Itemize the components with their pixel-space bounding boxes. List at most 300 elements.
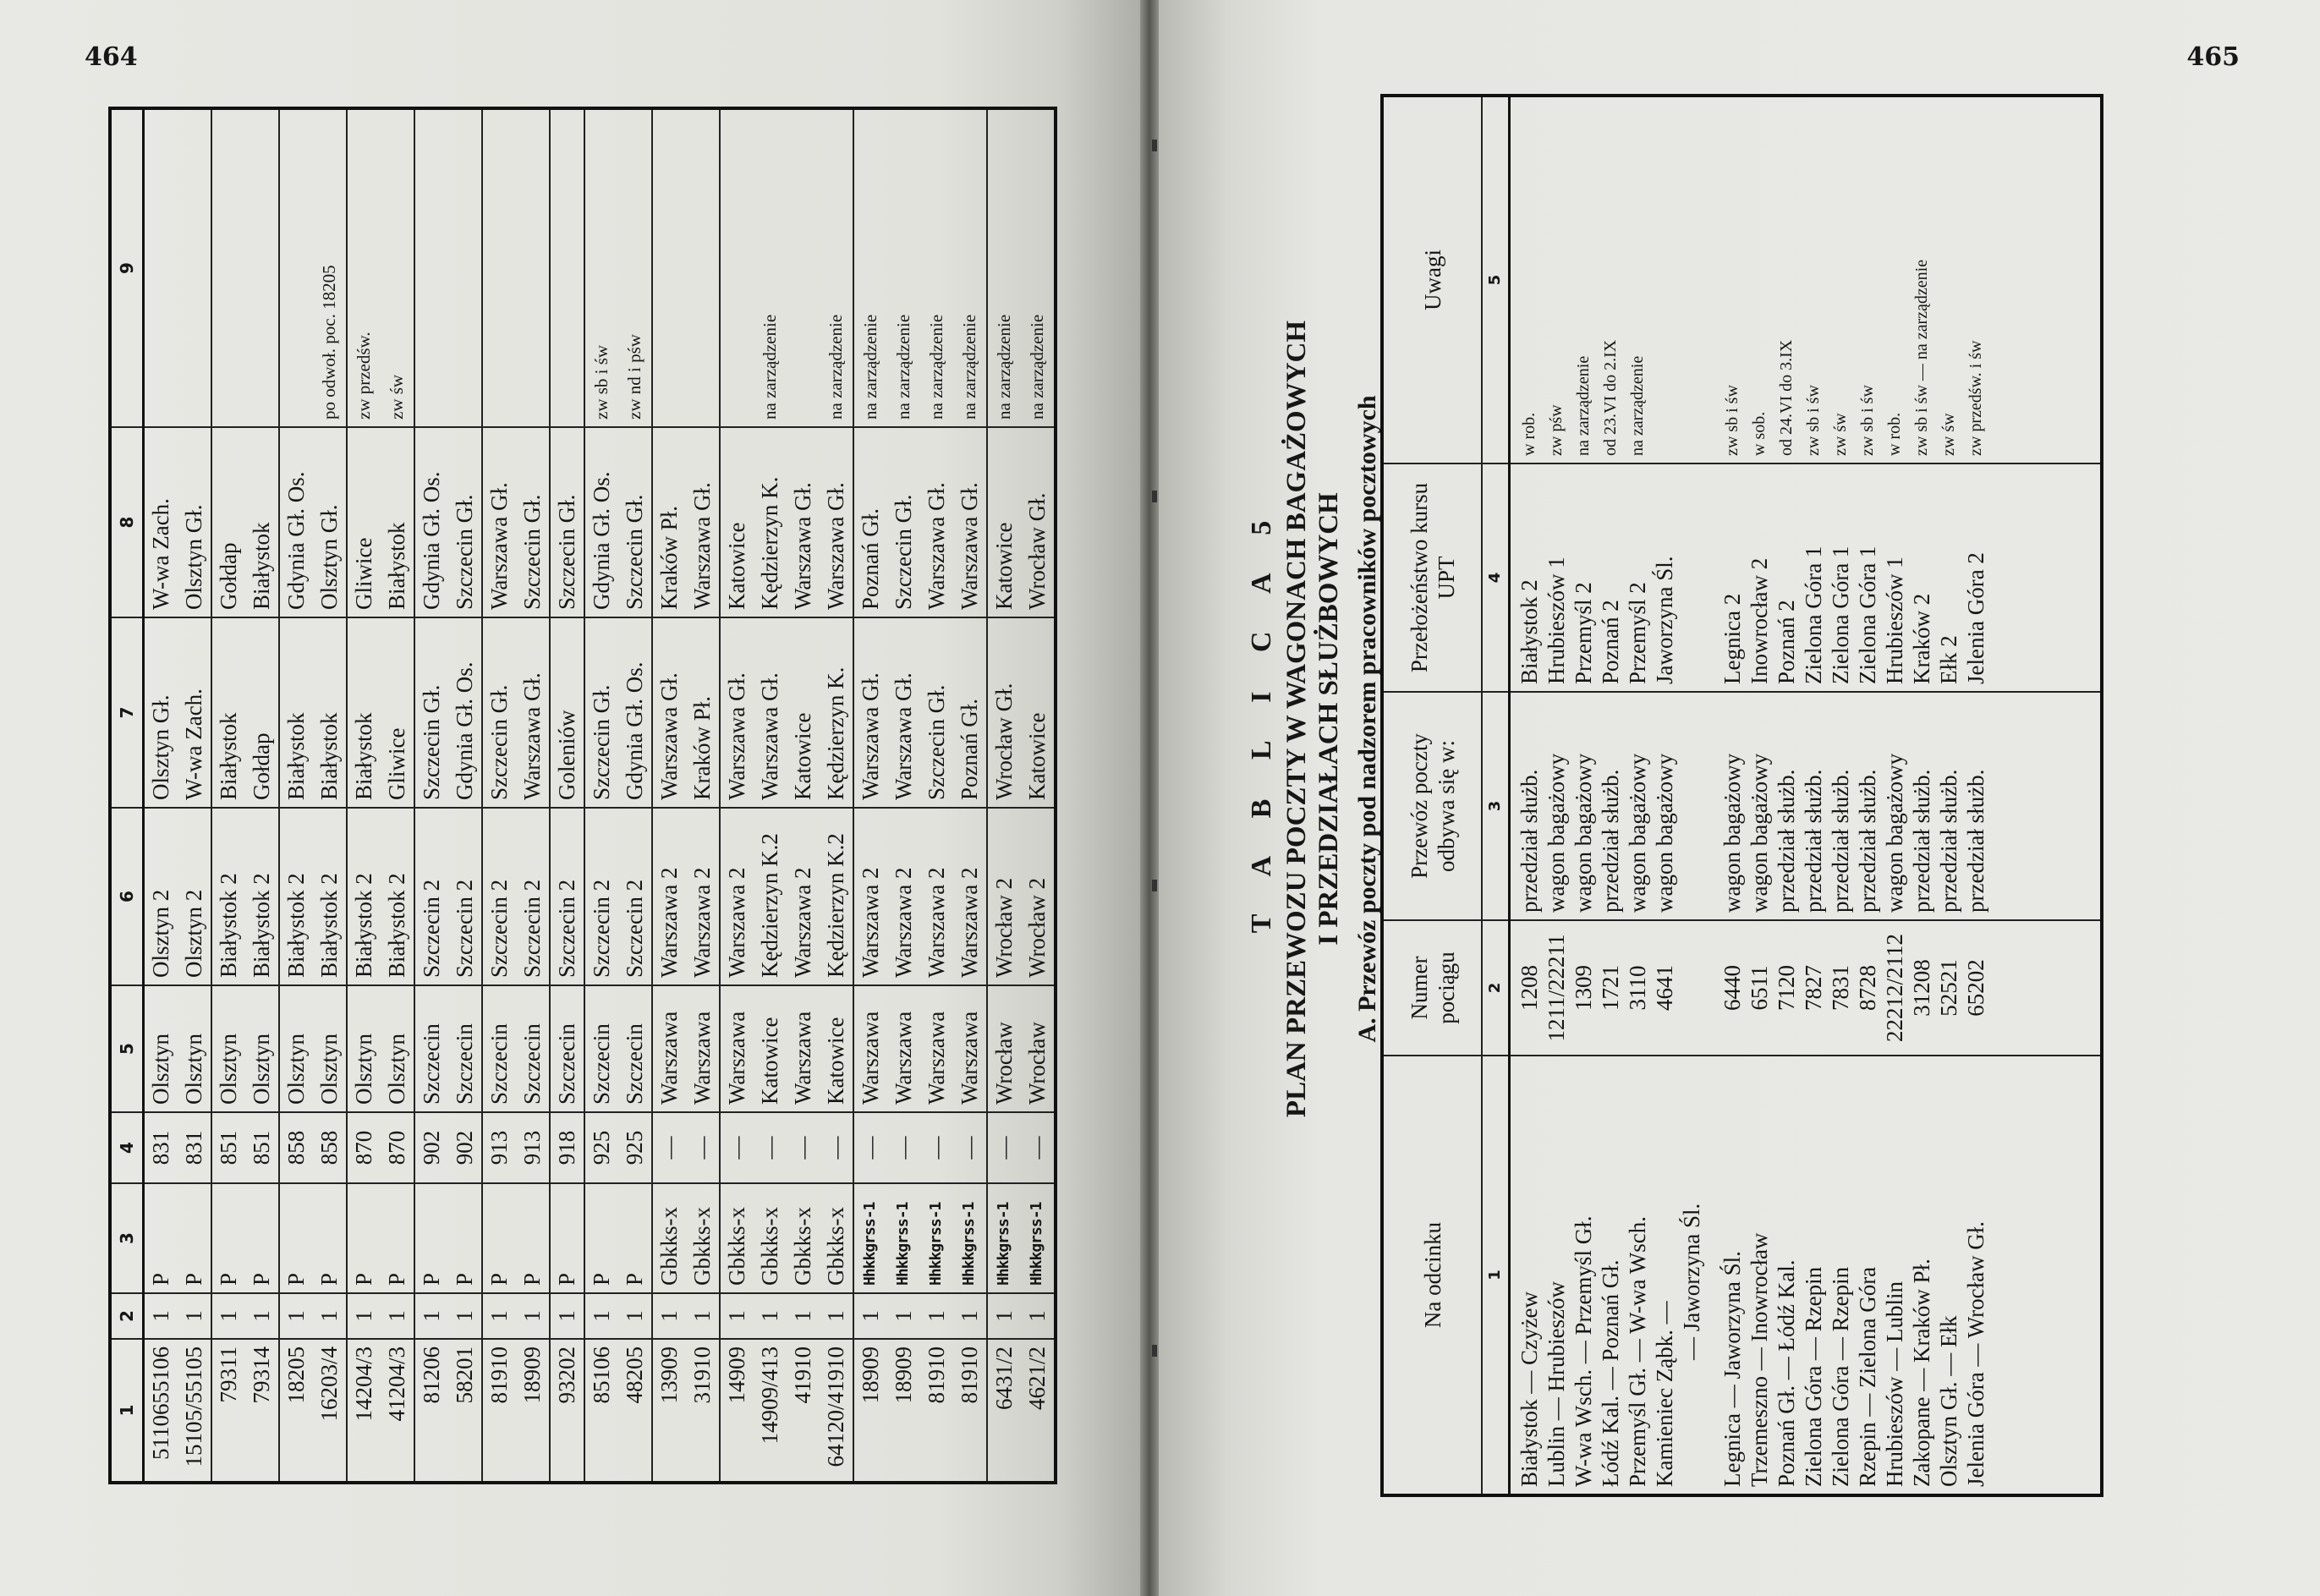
cell-line: zw sb i św [1858,385,1877,456]
cell-line: Olsztyn Gł. — Ełk [1936,1315,1961,1487]
cell-line: Poznań 2 [1598,600,1623,684]
cell-line: 7120 [1774,965,1799,1011]
right-table-body [1510,96,2102,1495]
table-cell: Gołdap [245,617,279,808]
table-cell: — [1021,1112,1056,1183]
table-cell: Szczecin [482,985,516,1112]
table-cell: 6431/2 [987,1339,1021,1483]
cell-line: Kamieniec Ząbk. — [1652,1301,1677,1487]
cell-line [1651,104,1678,456]
table-row [516,108,550,1483]
table-row [820,108,853,1483]
table-cell: Warszawa 2 [853,808,887,985]
table-cell: Gbkks-x [720,1183,754,1293]
cell-line: 8728 [1855,965,1880,1011]
table-cell: Warszawa Gł. [820,427,853,617]
table-cell: Katowice [787,617,820,808]
table-cell: 18909 [853,1339,887,1483]
table-cell: Poznań Gł. [853,427,887,617]
table-row [887,108,920,1483]
right-table-header-row [1382,96,1482,1495]
cell-line: wagon bagażowy [1571,753,1596,913]
table-cell: P [211,1183,245,1293]
table-cell: Szczecin 2 [482,808,516,985]
right-column-number: 4 [1482,463,1510,692]
table-cell: 1 [920,1293,953,1339]
table-cell: Warszawa [720,985,754,1112]
table-cell: 1 [279,1293,313,1339]
table-cell: Gbkks-x [820,1183,853,1293]
table-cell: Gbkks-x [652,1183,686,1293]
table-cell: Warszawa 2 [953,808,987,985]
cell-line: 1309 [1571,965,1596,1011]
cell-line: Przemyśl 2 [1571,582,1596,684]
table-cell: Szczecin Gł. [414,617,448,808]
table-cell: Gliwice [347,427,381,617]
table-cell: — [686,1112,720,1183]
cell-line: zw św [1939,413,1958,456]
cell-line: od 24.VI do 3.IX [1777,339,1796,456]
table-row [381,108,414,1483]
table-cell: Białystok 2 [245,808,279,985]
table-cell: Hhkkgrss-1 [887,1183,920,1293]
table-cell: Katowice [720,427,754,617]
cell-line: w rob. [1885,412,1904,456]
table-row [754,108,787,1483]
table-cell [1510,920,2102,1056]
table-cell: 48205 [618,1339,652,1483]
table-cell: Szczecin [516,985,550,1112]
table-cell: Warszawa Gł. [920,427,953,617]
table-cell: 1 [245,1293,279,1339]
table-cell: Goleniów [550,617,584,808]
table-cell: 16203/4 [313,1339,347,1483]
table-cell: Warszawa Gł. [516,617,550,808]
table-cell: Warszawa Gł. [482,427,516,617]
table-cell: Warszawa 2 [887,808,920,985]
cell-line: wagon bagażowy [1882,753,1907,913]
cell-line: Inowrocław 2 [1747,557,1772,684]
table-cell: — [754,1112,787,1183]
table-cell: Olsztyn [178,985,211,1112]
table-cell: 18909 [887,1339,920,1483]
table-cell: Olsztyn Gł. [313,427,347,617]
table-cell: 5110655106 [144,1339,178,1483]
table-cell: Katowice [1021,617,1056,808]
cell-line: 7827 [1801,965,1826,1011]
table-cell: Warszawa [920,985,953,1112]
table-cell: Szczecin Gł. [448,427,482,617]
cell-line: 52521 [1936,959,1961,1017]
table-cell: 14204/3 [347,1339,381,1483]
table-cell: 851 [211,1112,245,1183]
cell-line: Zielona Góra — Rzepin [1828,1266,1853,1487]
table-cell: Białystok 2 [313,808,347,985]
cell-line: 65202 [1963,959,1988,1017]
table-cell: 93202 [550,1339,584,1483]
table-cell: Wrocław [1021,985,1056,1112]
cell-line: przedział służb. [1774,769,1799,913]
table-cell: Warszawa [787,985,820,1112]
block-gap [1705,699,1719,913]
table-row [279,108,313,1483]
table-row [1510,96,2102,1495]
right-column-header: Przełożeństwo kursu UPT [1382,463,1482,692]
table-row [313,108,347,1483]
right-column-header: Numer pociągu [1382,920,1482,1056]
table-cell [787,108,820,427]
table-cell: 1 [887,1293,920,1339]
right-column-number: 1 [1482,1056,1510,1495]
table-cell: Kędzierzyn K.2 [820,808,853,985]
table-cell: 4621/2 [1021,1339,1056,1483]
table-cell: na zarządzenie [953,108,987,427]
table-cell: P [245,1183,279,1293]
cell-line: Lublin — Hrubieszów [1544,1281,1569,1487]
table-cell: Olsztyn [279,985,313,1112]
table-cell: — [787,1112,820,1183]
cell-line: Jelenia Góra — Wrocław Gł. [1963,1220,1988,1487]
table-cell: Warszawa Gł. [787,427,820,617]
table-cell: Białystok [279,617,313,808]
cell-line: 1721 [1598,965,1623,1011]
table-cell: Warszawa [953,985,987,1112]
table-row [448,108,482,1483]
table-cell: Olsztyn 2 [144,808,178,985]
right-column-number: 5 [1482,96,1510,463]
table-cell: Gołdap [211,427,245,617]
table-cell: Olsztyn [347,985,381,1112]
cell-line: Hrubieszów 1 [1882,557,1907,684]
table-cell: zw św [381,108,414,427]
block-gap [1705,1063,1719,1487]
table-cell: Szczecin 2 [448,808,482,985]
block-gap [1705,471,1719,684]
table-cell: 1 [550,1293,584,1339]
table-cell: na zarządzenie [887,108,920,427]
table-cell: 81910 [482,1339,516,1483]
cell-line: Hrubieszów — Lublin [1882,1281,1907,1487]
table-cell: P [584,1183,618,1293]
cell-line: w rob. [1520,412,1538,456]
table-cell: Gbkks-x [787,1183,820,1293]
table-cell [211,108,245,427]
table-cell: Białystok [245,427,279,617]
table-cell: na zarządzenie [1021,108,1056,427]
table-cell [1510,692,2102,920]
table-cell: Warszawa [652,985,686,1112]
table-cell: Białystok [381,427,414,617]
table-cell: Kraków Pł. [686,617,720,808]
table-row [178,108,211,1483]
cell-line: Kraków 2 [1909,593,1934,684]
table-cell: 858 [313,1112,347,1183]
table-cell: P [381,1183,414,1293]
table-cell: Kraków Pł. [652,427,686,617]
table-cell: 64120/41910 [820,1339,853,1483]
table-cell: — [987,1112,1021,1183]
table-cell [482,108,516,427]
table-cell: 902 [448,1112,482,1183]
table-cell: po odwoł. poc. 18205 [313,108,347,427]
table-cell: P [414,1183,448,1293]
cell-line: wagon bagażowy [1747,753,1772,913]
table-cell: Hhkkgrss-1 [920,1183,953,1293]
table-cell: Hhkkgrss-1 [853,1183,887,1293]
table-row [686,108,720,1483]
table-cell: 1 [686,1293,720,1339]
table-row [953,108,987,1483]
main-title-line-1: PLAN PRZEWOZU POCZTY W WAGONACH BAGAŻOWYCH [1281,320,1312,1118]
table-cell: Gdynia Gł. Os. [414,427,448,617]
table-cell: W-wa Zach. [178,617,211,808]
cell-line: — Jaworzyna Śl. [1679,1203,1704,1360]
cell-line: zw św [1831,413,1850,456]
table-cell: Katowice [820,985,853,1112]
cell-line [1678,699,1705,913]
table-cell: 1 [953,1293,987,1339]
table-cell: — [853,1112,887,1183]
table-row [787,108,820,1483]
table-cell: Wrocław 2 [987,808,1021,985]
cell-line: Rzepin — Zielona Góra [1855,1266,1880,1487]
table-cell: 79311 [211,1339,245,1483]
table-cell [448,108,482,427]
cell-line: na zarządzenie [1574,355,1593,456]
table-cell: 14909 [720,1339,754,1483]
table-cell: Warszawa [686,985,720,1112]
binding-staple [1152,491,1157,502]
table-cell: Gdynia Gł. Os. [618,617,652,808]
table-cell: Białystok [313,617,347,808]
table-cell: Katowice [754,985,787,1112]
table-cell: P [482,1183,516,1293]
cell-line: Legnica 2 [1719,593,1745,684]
table-cell [245,108,279,427]
table-cell: Szczecin [618,985,652,1112]
table-cell: Gdynia Gł. Os. [448,617,482,808]
cell-line: Przemyśl 2 [1625,582,1650,684]
cell-line: przedział służb. [1936,769,1961,913]
table-cell: Szczecin Gł. [482,617,516,808]
table-row [347,108,381,1483]
table-cell: Kędzierzyn K. [820,617,853,808]
table-cell: 925 [584,1112,618,1183]
right-transport-table [1380,94,2103,1497]
table-cell: — [920,1112,953,1183]
left-column-header: 3 [110,1183,144,1293]
table-cell: P [178,1183,211,1293]
table-cell: 79314 [245,1339,279,1483]
binding-staple [1152,1345,1157,1357]
table-cell: Białystok 2 [381,808,414,985]
table-cell: 1 [787,1293,820,1339]
table-cell: 858 [279,1112,313,1183]
table-cell: 18205 [279,1339,313,1483]
cell-line: Łódź Kal. — Poznań Gł. [1598,1259,1623,1487]
cell-line: zw przedśw. i św [1966,340,1985,456]
table-cell: zw przedśw. [347,108,381,427]
table-cell: Warszawa Gł. [720,617,754,808]
cell-line: 3110 [1625,965,1650,1011]
table-cell: Olsztyn Gł. [144,617,178,808]
block-gap [1705,928,1719,1048]
binding-staple [1152,140,1157,151]
table-cell: Wrocław 2 [1021,808,1056,985]
right-column-number: 2 [1482,920,1510,1056]
table-cell: Białystok 2 [279,808,313,985]
cell-line [1678,104,1705,456]
left-column-header: 7 [110,617,144,808]
cell-line: zw sb i św — na zarządzenie [1912,259,1931,456]
table-cell [178,108,211,427]
left-rotated-table-wrap [108,107,1057,1484]
table-cell: 1 [618,1293,652,1339]
cell-line: 31208 [1909,959,1934,1017]
table-cell: P [279,1183,313,1293]
table-cell: P [448,1183,482,1293]
table-row [211,108,245,1483]
table-cell: 851 [245,1112,279,1183]
table-cell: Gbkks-x [754,1183,787,1293]
table-row [245,108,279,1483]
right-column-header: Na odcinku [1382,1056,1482,1495]
table-cell: W-wa Zach. [144,427,178,617]
title-block [1243,0,1384,1438]
table-cell: Kędzierzyn K. [754,427,787,617]
table-cell: Katowice [987,427,1021,617]
cell-line: 22212/2112 [1882,934,1907,1042]
table-cell: Warszawa 2 [652,808,686,985]
table-cell: 870 [381,1112,414,1183]
table-cell: 1 [347,1293,381,1339]
right-column-header: Przewóz poczty odbywa się w: [1382,692,1482,920]
table-cell: Wrocław Gł. [987,617,1021,808]
table-cell: zw nd i pśw [618,108,652,427]
table-cell: 13909 [652,1339,686,1483]
cell-line: przedział służb. [1963,769,1988,913]
table-cell: Gdynia Gł. Os. [584,427,618,617]
table-cell: Hhkkgrss-1 [953,1183,987,1293]
cell-line: Ełk 2 [1936,635,1961,684]
table-cell: Warszawa 2 [920,808,953,985]
cell-line: przedział służb. [1517,769,1542,913]
table-cell: 1 [754,1293,787,1339]
cell-line: przedział służb. [1909,769,1934,913]
table-cell: Olsztyn [211,985,245,1112]
table-cell: Olsztyn [313,985,347,1112]
table-cell: na zarządzenie [987,108,1021,427]
cell-line: wagon bagażowy [1719,753,1745,913]
table-row [652,108,686,1483]
cell-line: 1211/22211 [1544,934,1569,1042]
table-cell: Szczecin Gł. [516,427,550,617]
cell-line: Zakopane — Kraków Pł. [1909,1259,1934,1487]
left-column-header: 2 [110,1293,144,1339]
table-cell: Szczecin Gł. [584,617,618,808]
table-cell: na zarządzenie [853,108,887,427]
table-cell: 1 [178,1293,211,1339]
table-cell: Szczecin Gł. [920,617,953,808]
table-cell: P [516,1183,550,1293]
table-cell: Szczecin [550,985,584,1112]
table-cell: Szczecin 2 [516,808,550,985]
table-cell: 1 [987,1293,1021,1339]
block-gap [1705,104,1719,456]
table-cell: — [652,1112,686,1183]
table-cell [686,108,720,427]
table-cell: Szczecin 2 [618,808,652,985]
table-cell: 41910 [787,1339,820,1483]
table-cell: P [618,1183,652,1293]
table-cell: Wrocław Gł. [1021,427,1056,617]
table-cell: Białystok [347,617,381,808]
table-cell: 15105/55105 [178,1339,211,1483]
cell-line: Legnica — Jaworzyna Śl. [1719,1251,1745,1487]
table-row [414,108,448,1483]
cell-line: Zielona Góra 1 [1855,546,1880,684]
cell-line: Przemyśl Gł. — W-wa Wsch. [1625,1216,1650,1487]
table-cell: 81910 [920,1339,953,1483]
cell-line: wagon bagażowy [1625,753,1650,913]
cell-line: Jelenia Góra 2 [1963,552,1988,684]
table-row [987,108,1021,1483]
right-rotated-table-wrap [1380,94,2103,1497]
table-cell: 925 [618,1112,652,1183]
cell-line: przedział służb. [1828,769,1853,913]
left-page [0,0,1140,1596]
table-cell: 14909/413 [754,1339,787,1483]
table-cell [1510,1056,2102,1495]
table-cell: 1 [381,1293,414,1339]
right-page [1159,0,2320,1596]
cell-line: 6511 [1747,965,1772,1011]
table-row [920,108,953,1483]
table-cell: Gdynia Gł. Os. [279,427,313,617]
right-column-number: 3 [1482,692,1510,920]
cell-line: przedział służb. [1855,769,1880,913]
table-row [720,108,754,1483]
table-cell: P [144,1183,178,1293]
table-cell: Warszawa Gł. [953,427,987,617]
left-column-header: 6 [110,808,144,985]
cell-line [1678,471,1705,684]
table-cell: na zarządzenie [920,108,953,427]
table-cell: na zarządzenie [820,108,853,427]
cell-line: wagon bagażowy [1652,753,1677,913]
table-cell: Szczecin Gł. [618,427,652,617]
section-title: A. Przewóz poczty pod nadzorem pracowników pocztowych [1353,395,1381,1043]
cell-line: 1208 [1517,965,1542,1011]
table-cell: 85106 [584,1339,618,1483]
table-cell: — [953,1112,987,1183]
cell-line: Jaworzyna Śl. [1652,556,1677,684]
table-cell: Białystok [211,617,245,808]
table-cell: Szczecin 2 [414,808,448,985]
table-row [550,108,584,1483]
table-row [853,108,887,1483]
cell-line: 6440 [1719,965,1745,1011]
table-cell: 918 [550,1112,584,1183]
table-cell: Gbkks-x [686,1183,720,1293]
table-cell [550,108,584,427]
table-row [584,108,618,1483]
table-cell: 1 [516,1293,550,1339]
table-cell: zw sb i św [584,108,618,427]
table-cell: 81910 [953,1339,987,1483]
table-cell [144,108,178,427]
table-cell: 831 [178,1112,211,1183]
